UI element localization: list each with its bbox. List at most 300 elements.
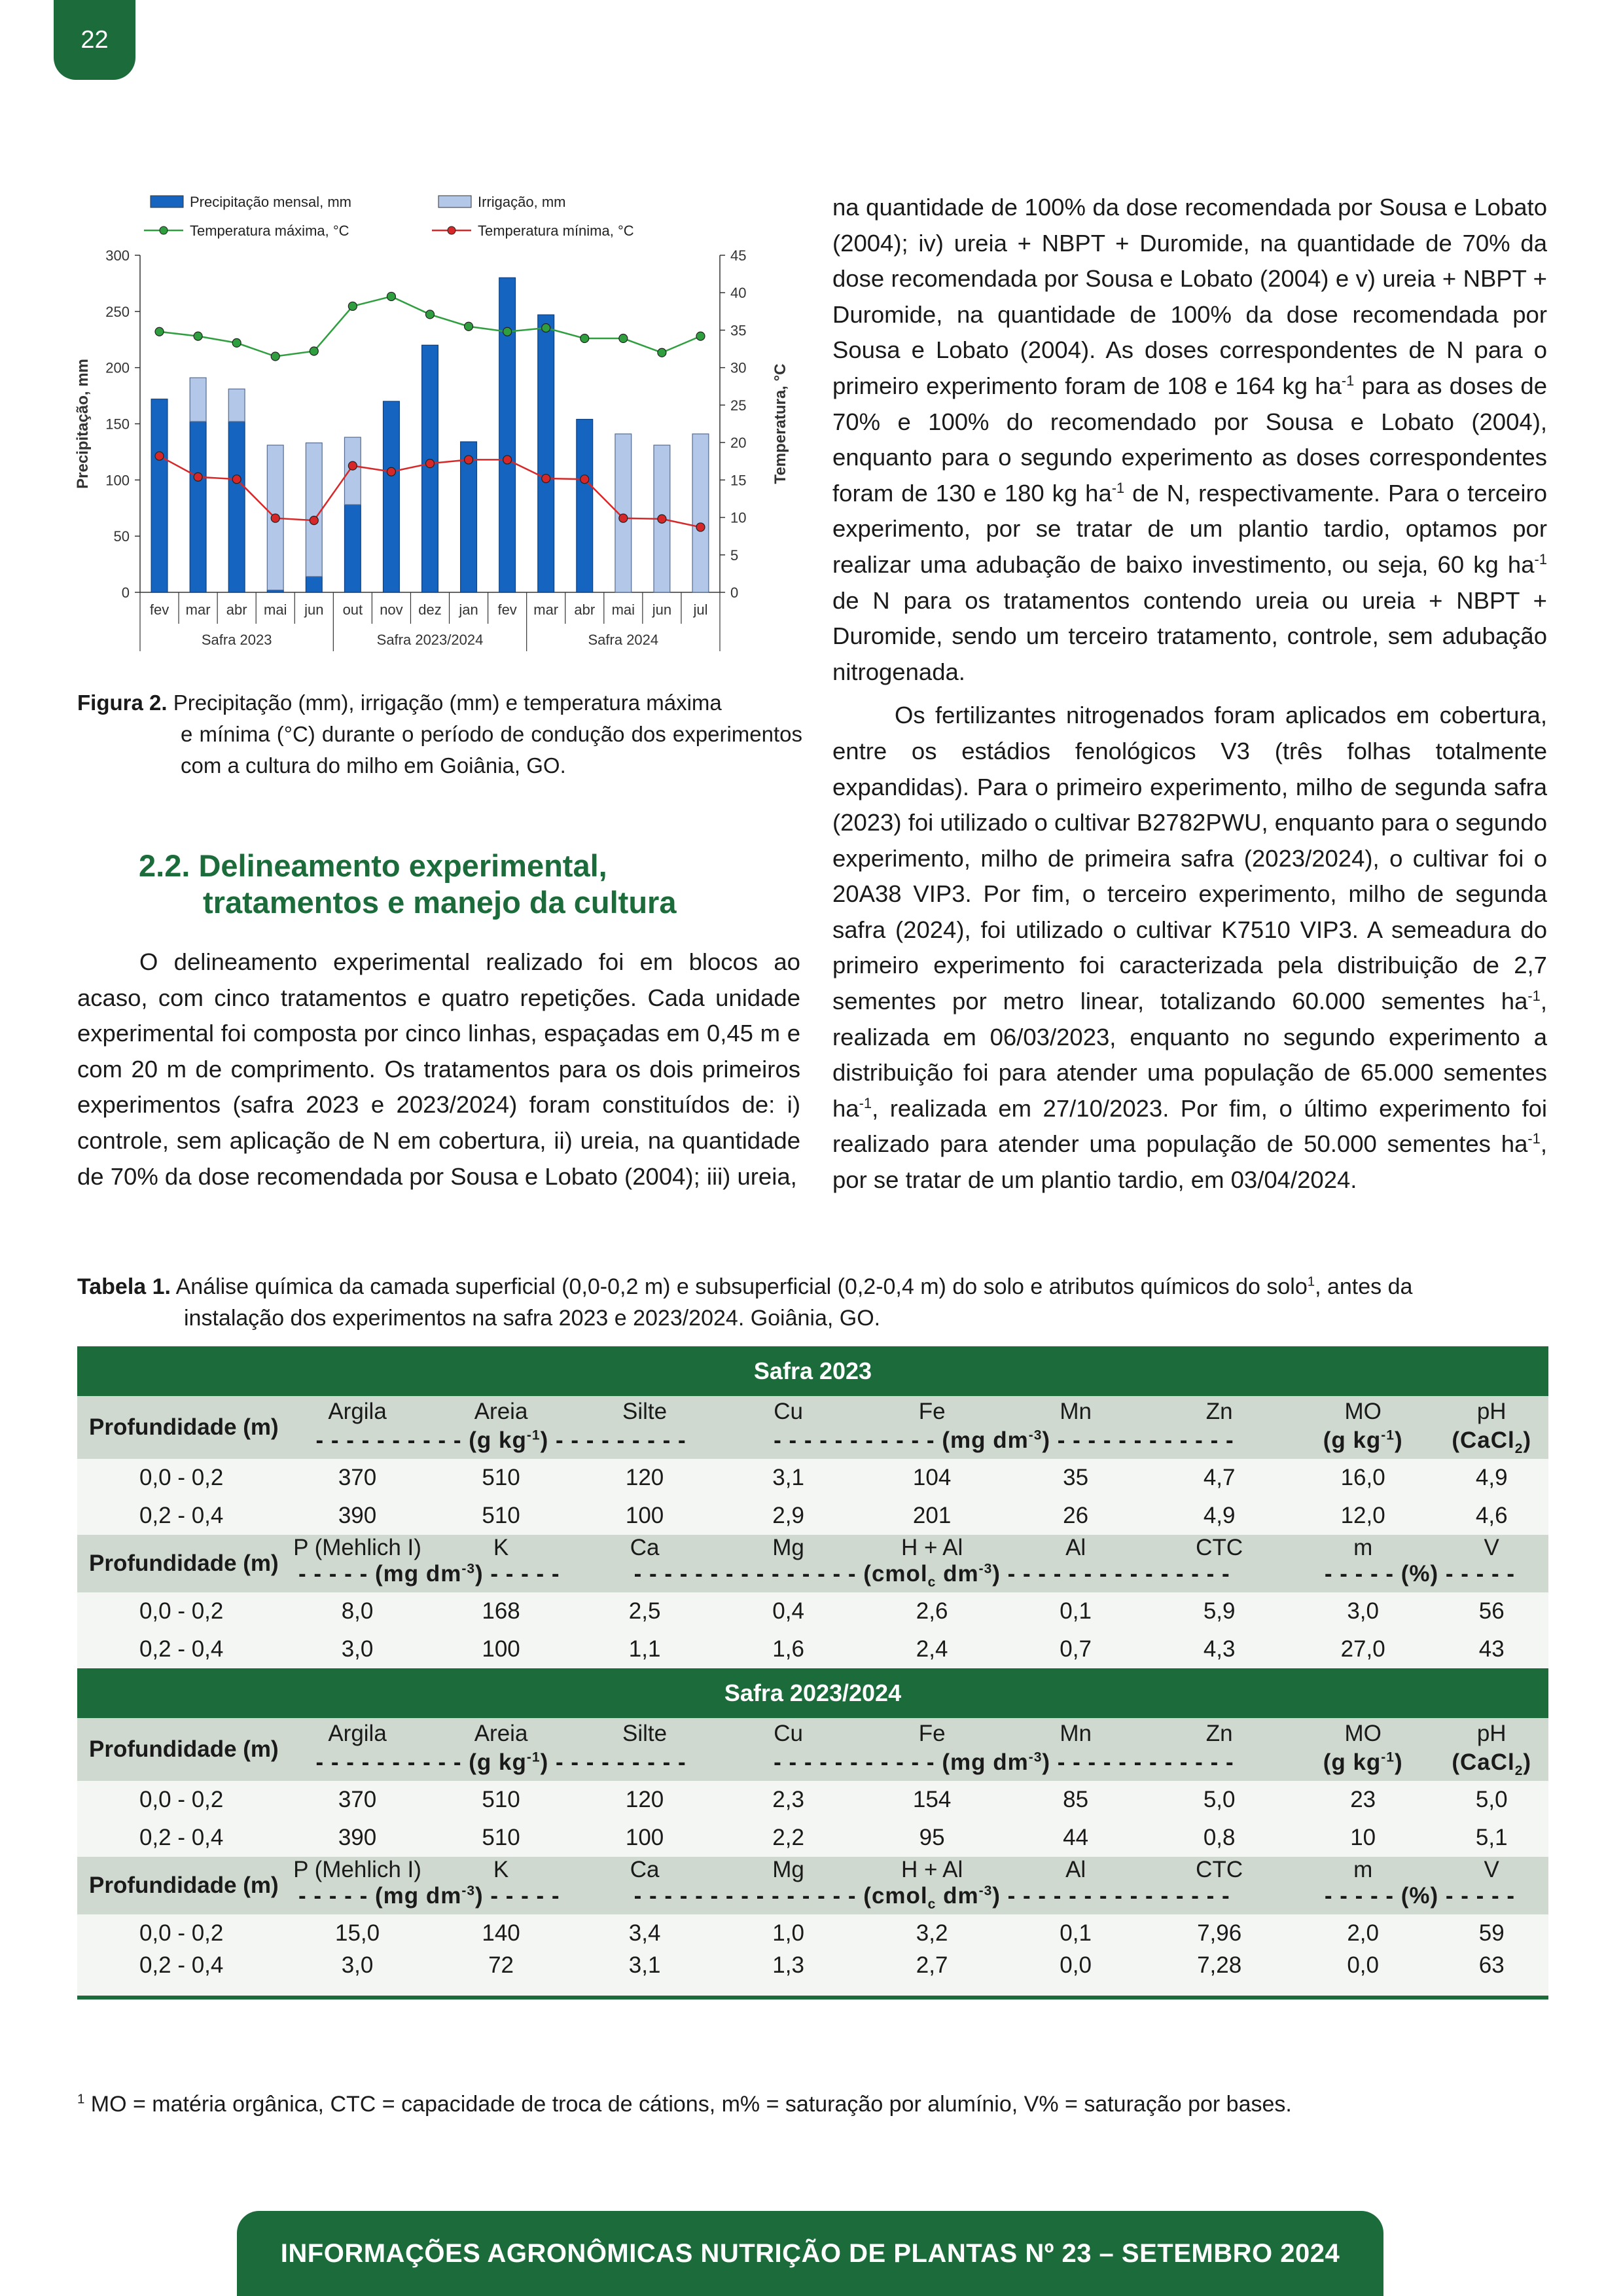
value-cell: 95	[860, 1819, 1004, 1857]
value-cell: 120	[573, 1781, 717, 1819]
unit-text: ) - - - - - - - - - - - - - - -	[992, 1561, 1230, 1587]
figure-caption	[77, 687, 802, 781]
value-cell: 1,3	[717, 1952, 861, 1998]
value-cell: 3,4	[573, 1914, 717, 1952]
unit-sup: -1	[526, 1427, 541, 1443]
y2-tick-label: 40	[730, 285, 747, 302]
unit-mgdm3	[717, 1427, 1291, 1459]
legend-swatch	[438, 196, 471, 207]
column-header: V	[1435, 1857, 1548, 1883]
unit-text: - - - - - - - - - - - (mg dm	[774, 1749, 1029, 1775]
right-p2-d: , por se tratar de um plantio tardio, em 03/04/2024.	[832, 1130, 1547, 1194]
point-temp-min	[503, 456, 512, 464]
table-caption-label: Tabela 1.	[77, 1274, 171, 1299]
safra-title: Safra 2023/2024	[77, 1668, 1548, 1718]
column-header: Mg	[717, 1857, 861, 1883]
unit-sup: -3	[461, 1883, 476, 1899]
header-row-units-2	[77, 1883, 1548, 1914]
unit-text: - - - - - - - - - - (g kg	[315, 1749, 527, 1775]
point-temp-min	[426, 459, 435, 468]
bar-precipitation	[499, 278, 516, 592]
point-temp-min	[271, 514, 279, 522]
unit-sub: 2	[1514, 1441, 1524, 1456]
right-p2-sup3: -1	[1527, 1130, 1541, 1147]
value-cell: 2,2	[717, 1819, 861, 1857]
column-header: Fe	[860, 1396, 1004, 1427]
climate-chart	[72, 183, 812, 668]
unit-text: )	[1523, 1427, 1532, 1453]
value-cell: 104	[860, 1459, 1004, 1497]
y2-tick-label: 0	[730, 584, 739, 601]
bar-irrigation	[344, 437, 361, 505]
bar-precipitation	[306, 577, 322, 592]
value-cell: 120	[573, 1459, 717, 1497]
y2-axis-label: Temperatura, °C	[772, 363, 789, 484]
value-cell: 7,28	[1147, 1952, 1291, 1998]
table-caption-text: Análise química da camada superficial (0,0-0,2 m) e subsuperficial (0,2-0,4 m) do solo e atributos químicos do solo	[175, 1274, 1308, 1299]
header-row-labels-1	[77, 1718, 1548, 1749]
point-temp-max	[696, 332, 705, 340]
unit-text: - - - - - (%) - - - - -	[1324, 1561, 1516, 1587]
unit-ph	[1435, 1749, 1548, 1781]
point-temp-max	[271, 352, 279, 361]
table-row	[77, 1914, 1548, 1952]
unit-text: )	[1394, 1427, 1403, 1453]
x-tick-label: nov	[380, 601, 403, 618]
safra-title-row	[77, 1668, 1548, 1718]
value-cell: 370	[285, 1459, 429, 1497]
unit-sub: c	[927, 1897, 936, 1912]
group-label: Safra 2023/2024	[376, 632, 484, 648]
value-cell: 5,9	[1147, 1592, 1291, 1630]
unit-mgdm3	[717, 1749, 1291, 1781]
point-temp-min	[619, 514, 628, 522]
value-cell: 0,0	[1291, 1952, 1435, 1998]
column-header: K	[429, 1857, 573, 1883]
y2-tick-label: 15	[730, 472, 747, 489]
column-header: H + Al	[860, 1857, 1004, 1883]
unit-percent	[1291, 1561, 1548, 1592]
y2-tick-label: 30	[730, 359, 747, 376]
unit-text: )	[1523, 1749, 1532, 1775]
value-cell: 0,7	[1004, 1630, 1148, 1668]
value-cell: 16,0	[1291, 1459, 1435, 1497]
column-header: Argila	[285, 1718, 429, 1749]
value-cell: 140	[429, 1914, 573, 1952]
unit-text: - - - - - - - - - - - - - - - (cmol	[633, 1561, 928, 1587]
unit-percent	[1291, 1883, 1548, 1914]
bar-irrigation	[692, 434, 709, 592]
point-temp-max	[387, 292, 395, 300]
bar-precipitation	[577, 420, 593, 592]
column-header: Areia	[429, 1396, 573, 1427]
right-p1-sup3: -1	[1534, 550, 1547, 567]
unit-ph	[1435, 1427, 1548, 1459]
y2-tick-label: 20	[730, 435, 747, 452]
right-p2-b: , realizada em 06/03/2023, enquanto no segundo experimento a distribuição foi para atender uma população de 65.000 sementes ha	[832, 988, 1547, 1122]
x-tick-label: abr	[226, 601, 247, 618]
figure-caption-text-rest: e mínima (°C) durante o período de condução dos experimentos com a cultura do milho em Goiânia, GO.	[181, 722, 802, 778]
group-label: Safra 2023	[201, 632, 272, 648]
page-number: 22	[54, 0, 135, 80]
point-temp-min	[465, 456, 473, 464]
value-cell: 100	[573, 1819, 717, 1857]
unit-mo	[1291, 1427, 1435, 1459]
unit-text: (CaCl	[1452, 1749, 1515, 1775]
right-p1-sup1: -1	[1341, 372, 1355, 389]
column-header: Areia	[429, 1718, 573, 1749]
unit-text: ) - - - - -	[475, 1561, 560, 1587]
x-tick-label: jun	[304, 601, 324, 618]
point-temp-min	[194, 473, 202, 481]
value-cell: 168	[429, 1592, 573, 1630]
value-cell: 100	[573, 1497, 717, 1535]
value-cell: 12,0	[1291, 1497, 1435, 1535]
column-header: MO	[1291, 1718, 1435, 1749]
unit-cmolc	[573, 1883, 1291, 1914]
depth-cell: 0,2 - 0,4	[77, 1497, 285, 1535]
point-temp-max	[155, 327, 164, 336]
value-cell: 1,0	[717, 1914, 861, 1952]
table-row	[77, 1952, 1548, 1998]
point-temp-max	[580, 334, 589, 343]
header-row-units-1	[77, 1427, 1548, 1459]
value-cell: 510	[429, 1819, 573, 1857]
value-cell: 4,9	[1435, 1459, 1548, 1497]
y-tick-label: 50	[113, 528, 130, 545]
x-tick-label: mar	[185, 601, 211, 618]
depth-cell: 0,2 - 0,4	[77, 1630, 285, 1668]
column-header: Ca	[573, 1535, 717, 1561]
unit-sup: -3	[1028, 1749, 1043, 1765]
depth-header: Profundidade (m)	[77, 1718, 285, 1781]
value-cell: 4,9	[1147, 1497, 1291, 1535]
value-cell: 63	[1435, 1952, 1548, 1998]
value-cell: 27,0	[1291, 1630, 1435, 1668]
bar-irrigation	[306, 443, 322, 577]
bar-irrigation	[190, 378, 206, 422]
column-header: Zn	[1147, 1396, 1291, 1427]
unit-text: - - - - - (mg dm	[298, 1883, 462, 1909]
table-caption	[77, 1271, 1550, 1334]
y2-tick-label: 5	[730, 547, 739, 564]
value-cell: 85	[1004, 1781, 1148, 1819]
value-cell: 1,6	[717, 1630, 861, 1668]
value-cell: 3,0	[1291, 1592, 1435, 1630]
bar-precipitation	[344, 505, 361, 592]
bar-precipitation	[228, 422, 245, 592]
value-cell: 43	[1435, 1630, 1548, 1668]
unit-p	[285, 1883, 573, 1914]
bar-precipitation	[151, 399, 168, 592]
point-temp-max	[232, 338, 241, 347]
value-cell: 5,0	[1435, 1781, 1548, 1819]
table-row	[77, 1592, 1548, 1630]
value-cell: 154	[860, 1781, 1004, 1819]
column-header: Fe	[860, 1718, 1004, 1749]
figure-caption-label: Figura 2.	[77, 691, 168, 715]
right-p2-a: Os fertilizantes nitrogenados foram aplicados em cobertura, entre os estádios fenológicos V3 (três folhas totalmente expandidas). Para o primeiro experimento, milho de segunda safra (2023) foi utilizado o cultivar B2782PWU, enquanto para o segundo experimento, milho de primeira safra (2023/2024), o cultivar foi o 20A38 VIP3. Por fim, o terceiro experimento, milho de segunda safra (2024), foi utilizado o cultivar K7510 VIP3. A semeadura do primeiro experimento foi caracterizada pela distribuição de 2,7 sementes por metro linear, totalizando 60.000 sementes ha	[832, 702, 1547, 1015]
value-cell: 35	[1004, 1459, 1148, 1497]
x-tick-label: out	[342, 601, 363, 618]
section-heading-line1: 2.2. Delineamento experimental,	[139, 848, 607, 883]
unit-text: dm	[936, 1883, 979, 1909]
unit-text: - - - - - - - - - - - - - - - (cmol	[633, 1883, 928, 1909]
group-label: Safra 2024	[588, 632, 659, 648]
point-temp-max	[348, 302, 357, 310]
value-cell: 2,7	[860, 1952, 1004, 1998]
column-header: m	[1291, 1535, 1435, 1561]
legend-marker	[448, 226, 455, 234]
point-temp-max	[658, 348, 666, 357]
right-p1-a: na quantidade de 100% da dose recomendada por Sousa e Lobato (2004); iv) ureia + NBPT + Duromide, na quantidade de 70% da dose recomendada por Sousa e Lobato (2004) e v) ureia + NBPT + Duromide, na quantidade de 100% da dose recomendada por Sousa e Lobato (2004). As doses correspondentes de N para o primeiro experimento foram de 108 e 164 kg ha	[832, 194, 1547, 399]
value-cell: 3,1	[573, 1952, 717, 1998]
value-cell: 0,1	[1004, 1914, 1148, 1952]
y-tick-label: 200	[105, 359, 130, 376]
depth-cell: 0,2 - 0,4	[77, 1819, 285, 1857]
column-header: Silte	[573, 1718, 717, 1749]
value-cell: 44	[1004, 1819, 1148, 1857]
value-cell: 4,7	[1147, 1459, 1291, 1497]
value-cell: 4,3	[1147, 1630, 1291, 1668]
footer-bar	[237, 2211, 1383, 2296]
point-temp-min	[387, 467, 395, 476]
section-heading	[139, 848, 800, 921]
value-cell: 8,0	[285, 1592, 429, 1630]
value-cell: 15,0	[285, 1914, 429, 1952]
point-temp-max	[542, 324, 550, 332]
value-cell: 2,3	[717, 1781, 861, 1819]
footer-text: INFORMAÇÕES AGRONÔMICAS NUTRIÇÃO DE PLANTAS Nº 23 – SETEMBRO 2024	[280, 2238, 1340, 2268]
point-temp-min	[542, 475, 550, 483]
value-cell: 0,8	[1147, 1819, 1291, 1857]
depth-cell: 0,0 - 0,2	[77, 1592, 285, 1630]
header-row-labels-1	[77, 1396, 1548, 1427]
point-temp-min	[310, 516, 318, 525]
footnote-text: MO = matéria orgânica, CTC = capacidade de troca de cátions, m% = saturação por alumínio, V% = saturação por bases.	[84, 2092, 1292, 2117]
unit-text: ) - - - - - - - - -	[540, 1427, 687, 1453]
unit-cmolc	[573, 1561, 1291, 1592]
value-cell: 26	[1004, 1497, 1148, 1535]
right-p2-sup1: -1	[1527, 987, 1541, 1004]
column-header: Silte	[573, 1396, 717, 1427]
y-tick-label: 100	[105, 472, 130, 489]
point-temp-min	[348, 461, 357, 470]
column-header: CTC	[1147, 1535, 1291, 1561]
bar-precipitation	[190, 422, 206, 592]
header-row-labels-2	[77, 1535, 1548, 1561]
unit-gkg	[285, 1749, 717, 1781]
legend-label: Temperatura máxima, °C	[190, 223, 349, 239]
header-row-units-1	[77, 1749, 1548, 1781]
column-header: P (Mehlich I)	[285, 1857, 429, 1883]
bar-precipitation	[538, 315, 554, 592]
y2-tick-label: 35	[730, 322, 747, 339]
table-row	[77, 1630, 1548, 1668]
unit-text: ) - - - - -	[475, 1883, 560, 1909]
value-cell: 2,4	[860, 1630, 1004, 1668]
point-temp-min	[580, 475, 589, 484]
bar-precipitation	[383, 401, 400, 592]
value-cell: 5,0	[1147, 1781, 1291, 1819]
unit-sup: -3	[978, 1883, 993, 1899]
unit-text: dm	[936, 1561, 979, 1587]
depth-header: Profundidade (m)	[77, 1857, 285, 1914]
unit-sup: -3	[978, 1561, 993, 1577]
value-cell: 2,0	[1291, 1914, 1435, 1952]
soil-analysis-table	[77, 1346, 1548, 2000]
unit-p	[285, 1561, 573, 1592]
value-cell: 510	[429, 1497, 573, 1535]
value-cell: 390	[285, 1497, 429, 1535]
value-cell: 7,96	[1147, 1914, 1291, 1952]
unit-text: ) - - - - - - - - - - - - - - -	[992, 1883, 1230, 1909]
x-tick-label: dez	[418, 601, 442, 618]
value-cell: 510	[429, 1781, 573, 1819]
value-cell: 201	[860, 1497, 1004, 1535]
value-cell: 3,2	[860, 1914, 1004, 1952]
x-tick-label: fev	[497, 601, 517, 618]
table-row	[77, 1819, 1548, 1857]
column-header: pH	[1435, 1718, 1548, 1749]
unit-text: - - - - - (%) - - - - -	[1324, 1883, 1516, 1909]
value-cell: 59	[1435, 1914, 1548, 1952]
unit-sup: -1	[1381, 1749, 1395, 1765]
point-temp-max	[426, 310, 435, 319]
x-tick-label: jul	[693, 601, 708, 618]
column-header: Zn	[1147, 1718, 1291, 1749]
column-header: Argila	[285, 1396, 429, 1427]
table-row	[77, 1497, 1548, 1535]
table-caption-sup: 1	[1307, 1274, 1315, 1289]
depth-header: Profundidade (m)	[77, 1396, 285, 1459]
unit-text: (CaCl	[1452, 1427, 1515, 1453]
unit-text: - - - - - (mg dm	[298, 1561, 462, 1587]
point-temp-min	[696, 523, 705, 531]
left-paragraph: O delineamento experimental realizado foi em blocos ao acaso, com cinco tratamentos e quatro repetições. Cada unidade experimental foi composta por cinco linhas, espaçadas em 0,45 m e com 20 m de comprimento. Os tratamentos para os dois primeiros experimentos (safra 2023 e 2023/2024) foram constituídos de: i) controle, sem aplicação de N em cobertura, ii) ureia, na quantidade de 70% da dose recomendada por Sousa e Lobato (2004); iii) ureia,	[77, 948, 800, 1190]
legend-marker	[160, 226, 168, 234]
x-tick-label: jun	[652, 601, 672, 618]
column-header: K	[429, 1535, 573, 1561]
value-cell: 5,1	[1435, 1819, 1548, 1857]
table-caption-text-end: , antes da	[1315, 1274, 1413, 1299]
right-p1-b: para as doses de 70% e 100% do recomendado por Sousa e Lobato (2004), enquanto para o segundo experimento as doses correspondentes foram de 130 e 180 kg ha	[832, 372, 1547, 507]
value-cell: 390	[285, 1819, 429, 1857]
unit-text: - - - - - - - - - - - (mg dm	[774, 1427, 1029, 1453]
column-header: Mg	[717, 1535, 861, 1561]
unit-sub: 2	[1514, 1763, 1524, 1778]
y-tick-label: 150	[105, 416, 130, 433]
y2-tick-label: 45	[730, 247, 747, 264]
bar-irrigation	[228, 389, 245, 422]
point-temp-max	[619, 334, 628, 343]
unit-sup: -3	[461, 1561, 476, 1577]
unit-sub: c	[927, 1575, 936, 1590]
point-temp-min	[658, 514, 666, 523]
right-p2-sup2: -1	[859, 1094, 872, 1111]
unit-text: ) - - - - - - - - - - - -	[1042, 1427, 1234, 1453]
value-cell: 4,6	[1435, 1497, 1548, 1535]
y2-tick-label: 10	[730, 509, 747, 526]
unit-gkg	[285, 1427, 717, 1459]
y-tick-label: 250	[105, 303, 130, 320]
x-tick-label: jan	[459, 601, 478, 618]
point-temp-max	[503, 327, 512, 336]
table-row	[77, 1459, 1548, 1497]
safra-title-row	[77, 1346, 1548, 1396]
right-paragraph-1	[832, 190, 1547, 690]
legend-label: Precipitação mensal, mm	[190, 194, 351, 210]
figure-caption-text: Precipitação (mm), irrigação (mm) e temperatura máxima	[173, 691, 722, 715]
column-header: Al	[1004, 1857, 1148, 1883]
depth-cell: 0,0 - 0,2	[77, 1459, 285, 1497]
unit-sup: -3	[1028, 1427, 1043, 1443]
y-axis-label: Precipitação, mm	[74, 359, 92, 489]
y-tick-label: 0	[121, 584, 130, 601]
x-tick-label: abr	[574, 601, 596, 618]
depth-cell: 0,0 - 0,2	[77, 1914, 285, 1952]
value-cell: 2,6	[860, 1592, 1004, 1630]
value-cell: 3,0	[285, 1630, 429, 1668]
column-header: Ca	[573, 1857, 717, 1883]
column-header: Al	[1004, 1535, 1148, 1561]
value-cell: 2,5	[573, 1592, 717, 1630]
header-row-units-2	[77, 1561, 1548, 1592]
point-temp-max	[310, 347, 318, 355]
value-cell: 72	[429, 1952, 573, 1998]
value-cell: 0,4	[717, 1592, 861, 1630]
x-tick-label: mai	[611, 601, 635, 618]
right-p2-c: , realizada em 27/10/2023. Por fim, o último experimento foi realizado para atender uma população de 50.000 sementes ha	[832, 1094, 1547, 1158]
unit-text: (g kg	[1323, 1749, 1382, 1775]
column-header: CTC	[1147, 1857, 1291, 1883]
value-cell: 370	[285, 1781, 429, 1819]
right-paragraph-2	[832, 698, 1547, 1198]
y2-tick-label: 25	[730, 397, 747, 414]
unit-text: ) - - - - - - - - - - - -	[1042, 1749, 1234, 1775]
right-p1-d: de N para os tratamentos contendo ureia ou ureia + NBPT + Duromide, sendo um terceiro tratamento, controle, sem adubação nitrogenada.	[832, 586, 1547, 685]
value-cell: 3,0	[285, 1952, 429, 1998]
right-p1-sup2: -1	[1111, 479, 1125, 496]
column-header: pH	[1435, 1396, 1548, 1427]
footnote-sup: 1	[77, 2092, 85, 2107]
table-row	[77, 1781, 1548, 1819]
column-header: Cu	[717, 1396, 861, 1427]
value-cell: 0,1	[1004, 1592, 1148, 1630]
x-tick-label: mar	[533, 601, 559, 618]
column-header: H + Al	[860, 1535, 1004, 1561]
unit-text: ) - - - - - - - - -	[540, 1749, 687, 1775]
depth-cell: 0,0 - 0,2	[77, 1781, 285, 1819]
value-cell: 510	[429, 1459, 573, 1497]
legend-label: Irrigação, mm	[478, 194, 566, 210]
column-header: MO	[1291, 1396, 1435, 1427]
unit-text: )	[1394, 1749, 1403, 1775]
legend-swatch	[151, 196, 183, 207]
point-temp-max	[194, 332, 202, 340]
value-cell: 2,9	[717, 1497, 861, 1535]
point-temp-min	[232, 475, 241, 484]
table-caption-text-rest: instalação dos experimentos na safra 2023 e 2023/2024. Goiânia, GO.	[184, 1306, 881, 1331]
value-cell: 3,1	[717, 1459, 861, 1497]
column-header: m	[1291, 1857, 1435, 1883]
value-cell: 56	[1435, 1592, 1548, 1630]
unit-mo	[1291, 1749, 1435, 1781]
right-p1-c: de N, respectivamente. Para o terceiro experimento, por se tratar de um plantio tardio, optamos por realizar uma adubação de baixo investimento, ou seja, 60 kg ha	[832, 479, 1547, 578]
point-temp-max	[465, 322, 473, 331]
section-heading-line2: tratamentos e manejo da cultura	[203, 885, 677, 920]
bar-precipitation	[422, 345, 438, 592]
